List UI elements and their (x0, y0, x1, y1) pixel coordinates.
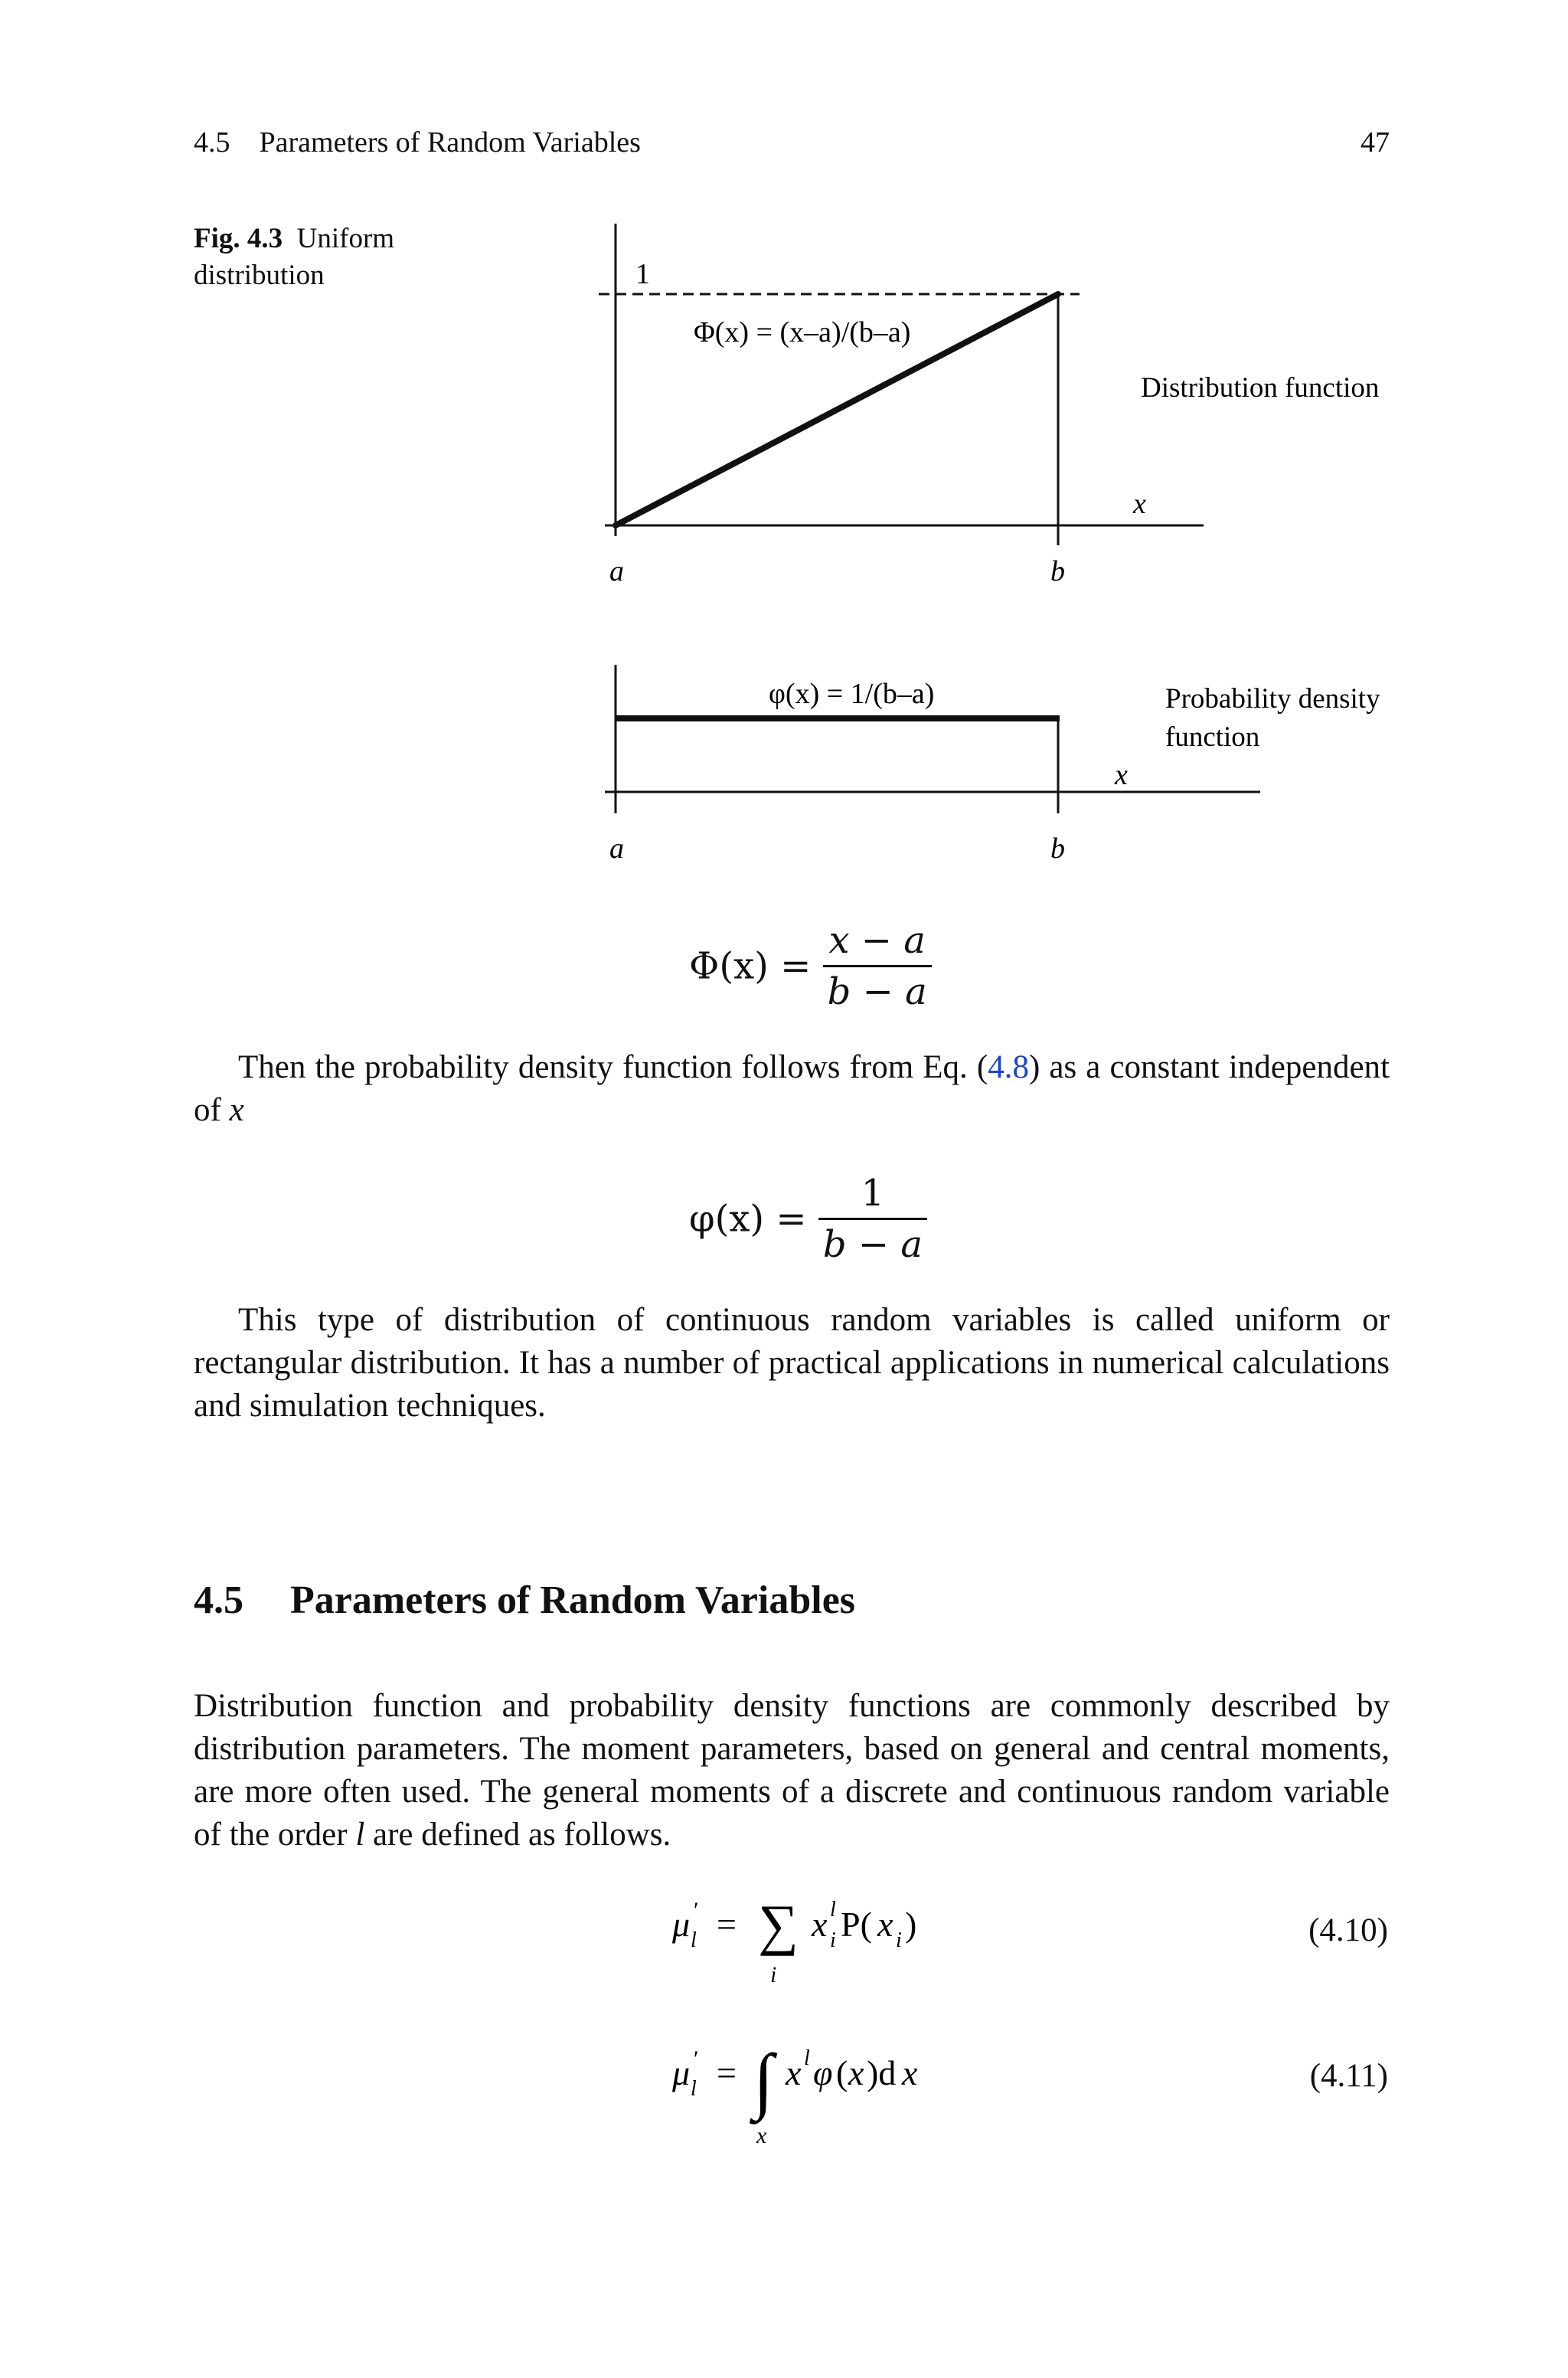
bottom-b-label: b (1050, 832, 1065, 865)
svg-text:=: = (717, 2053, 737, 2092)
svg-text:μ: μ (672, 2053, 691, 2092)
svg-text:∫: ∫ (753, 2039, 774, 2121)
svg-text:): ) (905, 1905, 917, 1944)
svg-text:x: x (812, 1905, 828, 1944)
section-title: Parameters of Random Variables (290, 1578, 856, 1622)
equation-cdf-fraction (823, 919, 932, 1013)
page-number: 47 (1361, 126, 1390, 159)
svg-text:x: x (848, 2053, 864, 2092)
svg-text:=: = (717, 1905, 737, 1944)
svg-text:i: i (896, 1928, 902, 1952)
svg-text:x: x (877, 1905, 893, 1944)
running-head-number: 4.5 (194, 126, 230, 159)
top-a-label: a (609, 555, 624, 587)
para3-variable: l (355, 1817, 365, 1853)
equation-4-11-number: (4.11) (1309, 2058, 1388, 2094)
svg-text:φ: φ (813, 2053, 833, 2092)
svg-text:′: ′ (694, 2046, 699, 2072)
section-number: 4.5 (194, 1578, 243, 1622)
equation-cdf-numerator: x − a (823, 919, 932, 967)
equation-pdf-fraction (818, 1172, 927, 1266)
svg-text:l: l (804, 2046, 810, 2070)
svg-text:i: i (830, 1928, 836, 1952)
equation-pdf-numerator: 1 (818, 1172, 927, 1220)
eq-4-8-link[interactable]: 4.8 (988, 1049, 1029, 1085)
svg-text:)d: )d (867, 2053, 897, 2092)
para1-text-b: ) as a constant independent of (194, 1049, 1390, 1128)
svg-text:x: x (756, 2123, 767, 2148)
equation-4-10 (658, 1884, 965, 1999)
paragraph-pdf-intro (194, 1046, 1390, 1132)
bottom-formula: φ(x) = 1/(b–a) (769, 678, 935, 710)
svg-text:l: l (691, 2077, 697, 2101)
svg-text:l: l (830, 1898, 836, 1922)
bottom-panel-title-line1: Probability density (1165, 683, 1380, 715)
para1-variable: x (229, 1092, 244, 1128)
section-heading (194, 1578, 855, 1623)
bottom-a-label: a (609, 832, 624, 865)
figure-caption-text: Uniform distribution (194, 223, 395, 291)
top-b-label: b (1050, 555, 1065, 587)
top-y-tick-label: 1 (635, 258, 650, 290)
svg-text:μ: μ (672, 1905, 691, 1944)
figure-uniform-distribution (0, 0, 1568, 919)
bottom-x-axis-label: x (1115, 759, 1128, 791)
svg-text:l: l (691, 1928, 697, 1952)
equation-cdf-lhs: Φ(x) = (689, 944, 812, 988)
top-panel-title: Distribution function (1141, 372, 1380, 404)
top-x-axis-label: x (1133, 488, 1146, 520)
equation-pdf-denominator: b − a (822, 1223, 923, 1266)
equation-4-10-number: (4.10) (1308, 1912, 1388, 1948)
para1-text-a: Then the probability density function follows from Eq. ( (238, 1049, 988, 1085)
bottom-panel-title-line2: function (1165, 721, 1260, 753)
equation-pdf (689, 1172, 927, 1266)
top-formula: Φ(x) = (x–a)/(b–a) (694, 316, 911, 348)
svg-text:x: x (902, 2053, 918, 2092)
svg-text:x: x (786, 2053, 802, 2092)
svg-text:′: ′ (694, 1898, 699, 1923)
para3-text-b: are defined as follows. (364, 1817, 671, 1853)
paragraph-uniform-description: This type of distribution of continuous random variables is called uniform or rectangular distribution. It has a number of practical applications in numerical calculations and simulation techniques. (194, 1302, 1390, 1424)
svg-text:∑: ∑ (758, 1894, 799, 1957)
running-head-title: Parameters of Random Variables (259, 126, 641, 159)
svg-text:P(: P( (841, 1905, 872, 1944)
figure-label: Fig. 4.3 (194, 223, 283, 254)
svg-text:(: ( (836, 2053, 848, 2092)
svg-text:i: i (770, 1962, 777, 1987)
equation-cdf-denominator: b − a (827, 970, 927, 1013)
equation-4-11 (658, 2022, 965, 2152)
paragraph-moments-intro (194, 1685, 1390, 1856)
equation-pdf-lhs: φ(x) = (689, 1197, 807, 1241)
equation-cdf (689, 919, 932, 1013)
para3-text-a: Distribution function and probability density functions are commonly described by distribution parameters. The moment parameters, based on general and central moments, are more often used. The general moments of a discrete and continuous random variable of the order (194, 1688, 1390, 1853)
